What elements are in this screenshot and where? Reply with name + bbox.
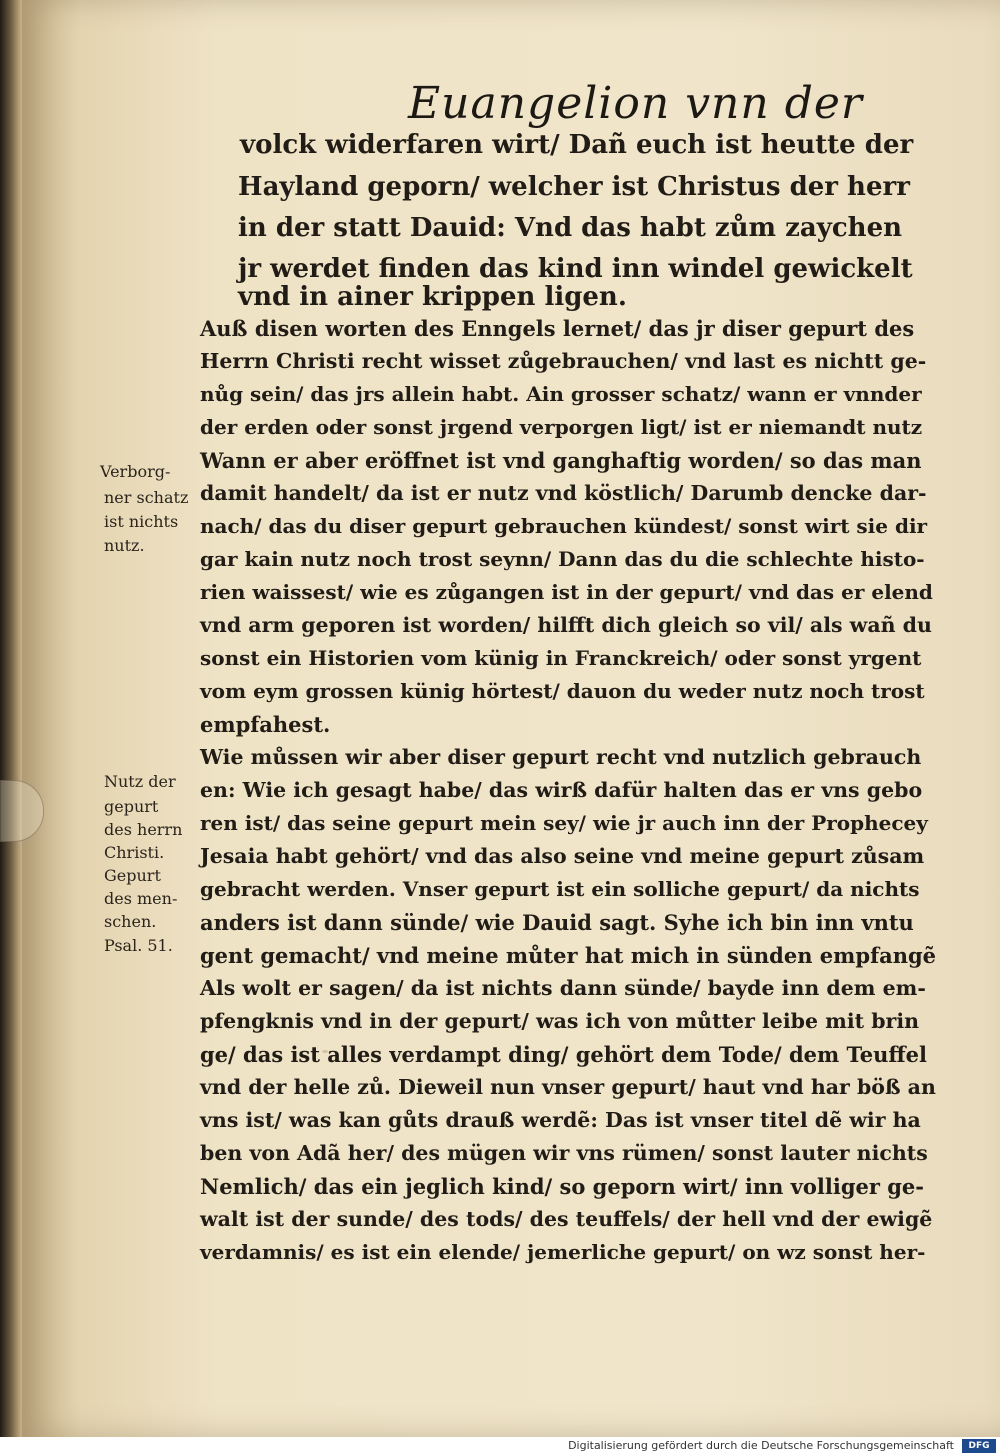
body-line: ben von Adã her/ des mügen wir vns rümen/ sonst lauter nichts: [200, 1141, 928, 1165]
body-line: pfengknis vnd in der gepurt/ was ich von můtter leibe mit brin: [200, 1009, 920, 1033]
margin-gloss-line: Verborg-: [100, 462, 171, 481]
body-line: verdamnis/ es ist ein elende/ jemerliche gepurt/ on wz sonst her-: [200, 1240, 926, 1264]
funding-notice: Digitalisierung gefördert durch die Deutsche Forschungsgemeinschaft: [568, 1439, 954, 1452]
margin-gloss-line: ist nichts: [104, 512, 179, 531]
body-line: gebracht werden. Vnser gepurt ist ein solliche gepurt/ da nichts: [200, 877, 920, 901]
body-line: Wie můssen wir aber diser gepurt recht vnd nutzlich gebrauch: [200, 745, 922, 769]
body-line: vom eym grossen künig hörtest/ dauon du weder nutz noch trost: [200, 679, 925, 703]
body-line: anders ist dann sünde/ wie Dauid sagt. Syhe ich bin inn vntu: [200, 910, 914, 935]
margin-gloss-line: nutz.: [104, 536, 145, 555]
body-line: nach/ das du diser gepurt gebrauchen kündest/ sonst wirt sie dir: [200, 514, 928, 538]
body-line: empfahest.: [200, 712, 331, 737]
margin-gloss-line: Gepurt: [104, 866, 161, 885]
body-line: ge/ das ist alles verdampt ding/ gehört dem Tode/ dem Teuffel: [200, 1042, 927, 1067]
body-line: gar kain nutz noch trost seynn/ Dann das du die schlechte histo-: [200, 547, 925, 571]
margin-gloss-line: des herrn: [104, 820, 183, 839]
body-line: nůg sein/ das jrs allein habt. Ain grosser schatz/ wann er vnnder: [200, 382, 922, 406]
body-line: Jesaia habt gehört/ vnd das also seine vnd meine gepurt zůsam: [200, 844, 925, 868]
body-line: Wann er aber eröffnet ist vnd ganghaftig worden/ so das man: [200, 448, 922, 473]
verse-line: vnd in ainer krippen ligen.: [238, 282, 627, 312]
body-line: sonst ein Historien vom künig in Franckreich/ oder sonst yrgent: [200, 646, 922, 670]
running-heading: Euangelion vnn der: [408, 78, 863, 129]
margin-gloss-line: des men-: [104, 889, 178, 908]
margin-gloss-line: Christi.: [104, 843, 165, 862]
margin-gloss-line: schen.: [104, 912, 157, 931]
body-line: vnd der helle zů. Dieweil nun vnser gepurt/ haut vnd har böß an: [200, 1075, 936, 1099]
verse-line: in der statt Dauid: Vnd das habt zům zaychen: [238, 213, 903, 243]
body-line: vns ist/ was kan gůts drauß werdẽ: Das ist vnser titel dẽ wir ha: [200, 1108, 921, 1132]
body-line: rien waissest/ wie es zůgangen ist in der gepurt/ vnd das er elend: [200, 580, 933, 604]
body-line: der erden oder sonst jrgend verporgen ligt/ ist er niemandt nutz: [200, 415, 923, 439]
margin-gloss-line: Psal. 51.: [104, 936, 173, 955]
body-line: ren ist/ das seine gepurt mein sey/ wie jr auch inn der Prophecey: [200, 811, 928, 835]
body-line: Auß disen worten des Enngels lernet/ das jr diser gepurt des: [200, 316, 915, 341]
body-line: Herrn Christi recht wisset zůgebrauchen/ vnd last es nichtt ge-: [200, 349, 927, 373]
margin-gloss-line: Nutz der: [104, 772, 176, 791]
margin-gloss-line: ner schatz: [104, 488, 189, 507]
margin-gloss-line: gepurt: [104, 797, 159, 816]
verse-line: jr werdet finden das kind inn windel gewickelt: [238, 254, 913, 284]
body-line: vnd arm geporen ist worden/ hilfft dich gleich so vil/ als wañ du: [200, 613, 932, 637]
body-line: Nemlich/ das ein jeglich kind/ so geporn wirt/ inn volliger ge-: [200, 1174, 924, 1199]
body-line: Als wolt er sagen/ da ist nichts dann sünde/ bayde inn dem em-: [200, 976, 926, 1000]
body-line: damit handelt/ da ist er nutz vnd köstlich/ Darumb dencke dar-: [200, 481, 927, 505]
footer-bar: [0, 1437, 1000, 1456]
body-line: walt ist der sunde/ des tods/ des teuffels/ der hell vnd der ewigẽ: [200, 1207, 933, 1231]
verse-line: volck widerfaren wirt/ Dañ euch ist heutte der: [240, 130, 914, 160]
dfg-logo: DFG: [962, 1439, 996, 1453]
verse-line: Hayland geporn/ welcher ist Christus der herr: [238, 172, 910, 202]
body-line: gent gemacht/ vnd meine můter hat mich in sünden empfangẽ: [200, 943, 937, 968]
body-line: en: Wie ich gesagt habe/ das wirß dafür halten das er vns gebo: [200, 778, 923, 802]
